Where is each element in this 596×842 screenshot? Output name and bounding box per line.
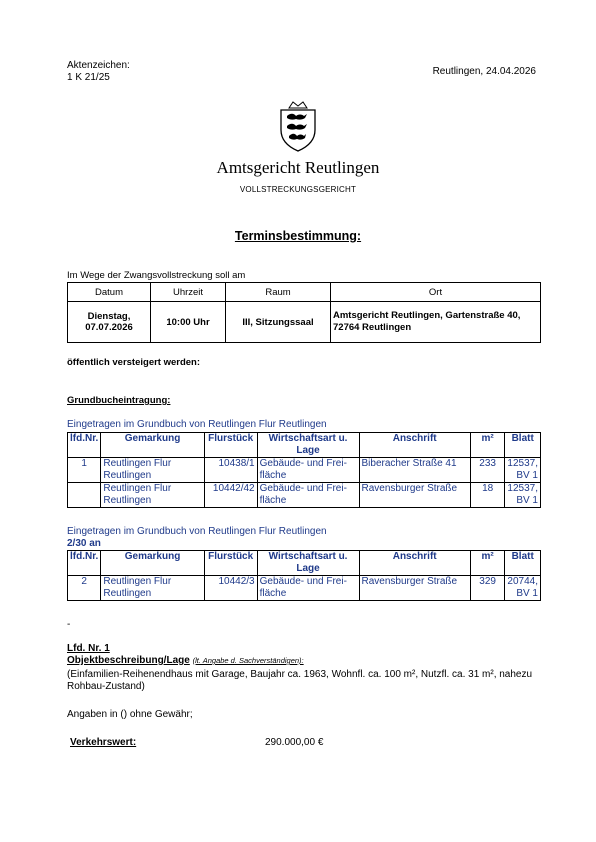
gb-m2: 18 xyxy=(470,483,505,508)
objekt-heading xyxy=(67,655,304,666)
gb-header-flurstueck: Flurstück xyxy=(204,551,257,576)
termin-datum xyxy=(68,302,151,343)
table-row xyxy=(68,458,541,483)
court-name: Amtsgericht Reutlingen xyxy=(216,158,380,177)
grundbuch-caption-1: Eingetragen im Grundbuch von Reutlingen Flur Reutlingen xyxy=(67,419,327,430)
place-date: Reutlingen, 24.04.2026 xyxy=(432,66,536,77)
table-row xyxy=(68,483,541,508)
gb-flurstueck: 10442/3 xyxy=(204,576,257,601)
gb-m2: 329 xyxy=(470,576,505,601)
termin-header-raum: Raum xyxy=(226,283,331,302)
gb-wirtschaftsart: Gebäude- und Frei-fläche xyxy=(257,483,359,508)
gb-m2: 233 xyxy=(470,458,505,483)
separator-dash: - xyxy=(67,619,71,630)
gb-anschrift: Ravensburger Straße xyxy=(359,576,470,601)
angaben-disclaimer: Angaben in () ohne Gewähr; xyxy=(67,709,193,720)
termin-uhrzeit: 10:00 Uhr xyxy=(151,302,226,343)
gb-flurstueck: 10442/42 xyxy=(204,483,257,508)
gb-header-wirtschaftsart: Wirtschaftsart u. Lage xyxy=(257,433,359,458)
termin-date: 07.07.2026 xyxy=(85,322,133,333)
gb-header-gemarkung: Gemarkung xyxy=(101,551,204,576)
aktenzeichen xyxy=(67,60,130,84)
gb-header-blatt: Blatt xyxy=(505,433,541,458)
grundbuch-share: 2/30 an xyxy=(67,538,101,549)
gb-header-anschrift: Anschrift xyxy=(359,551,470,576)
gb-gemarkung: Reutlingen Flur Reutlingen xyxy=(101,458,204,483)
termin-weekday: Dienstag, xyxy=(87,311,131,322)
gb-gemarkung: Reutlingen Flur Reutlingen xyxy=(101,483,204,508)
termin-intro: Im Wege der Zwangsvollstreckung soll am xyxy=(67,270,246,281)
aktenzeichen-value: 1 K 21/25 xyxy=(67,72,110,83)
gb-header-lfd: lfd.Nr. xyxy=(68,551,101,576)
objekt-beschreibung-text: (Einfamilien-Reihenendhaus mit Garage, Baujahr ca. 1963, Wohnfl. ca. 100 m², Nutzfl. ca. 31 m², nahezu Rohbau-Zustand) xyxy=(67,669,533,692)
gb-blatt: 12537, BV 1 xyxy=(505,483,541,508)
gb-gemarkung: Reutlingen Flur Reutlingen xyxy=(101,576,204,601)
gb-header-flurstueck: Flurstück xyxy=(204,433,257,458)
gb-blatt: 12537, BV 1 xyxy=(505,458,541,483)
grundbuch-caption-2-block xyxy=(67,526,327,550)
objekt-beschreibung-note: (lt. Angabe d. Sachverständigen): xyxy=(192,656,304,665)
gb-lfd: 2 xyxy=(68,576,101,601)
termin-header-ort: Ort xyxy=(331,283,541,302)
gb-header-wirtschaftsart: Wirtschaftsart u. Lage xyxy=(257,551,359,576)
gb-blatt: 20744, BV 1 xyxy=(505,576,541,601)
verkehrswert-label: Verkehrswert: xyxy=(70,737,137,748)
gb-lfd: 1 xyxy=(68,458,101,483)
grundbuch-table-1 xyxy=(67,432,541,508)
document-title: Terminsbestimmung: xyxy=(234,229,362,243)
grundbuch-table-2 xyxy=(67,550,541,601)
objekt-beschreibung-title: Objektbeschreibung/Lage xyxy=(67,655,190,666)
grundbuch-heading: Grundbucheintragung: xyxy=(67,395,171,406)
gb-header-blatt: Blatt xyxy=(505,551,541,576)
termin-ort: Amtsgericht Reutlingen, Gartenstraße 40, 72764 Reutlingen xyxy=(331,302,541,343)
gb-flurstueck: 10438/1 xyxy=(204,458,257,483)
court-subtitle: VOLLSTRECKUNGSGERICHT xyxy=(239,185,357,194)
gb-header-anschrift: Anschrift xyxy=(359,433,470,458)
gb-anschrift: Biberacher Straße 41 xyxy=(359,458,470,483)
gb-wirtschaftsart: Gebäude- und Frei-fläche xyxy=(257,458,359,483)
gb-lfd xyxy=(68,483,101,508)
aktenzeichen-label: Aktenzeichen: xyxy=(67,60,130,71)
termin-header-uhrzeit: Uhrzeit xyxy=(151,283,226,302)
coat-of-arms-icon xyxy=(277,100,319,152)
gb-header-m2: m² xyxy=(470,551,505,576)
gb-anschrift: Ravensburger Straße xyxy=(359,483,470,508)
grundbuch-caption-2: Eingetragen im Grundbuch von Reutlingen Flur Reutlingen xyxy=(67,526,327,537)
table-row xyxy=(68,576,541,601)
verkehrswert-value: 290.000,00 € xyxy=(265,737,324,748)
objekt-lfd-title: Lfd. Nr. 1 xyxy=(67,643,110,654)
gb-header-m2: m² xyxy=(470,433,505,458)
gb-header-gemarkung: Gemarkung xyxy=(101,433,204,458)
termin-raum: III, Sitzungssaal xyxy=(226,302,331,343)
termin-outro: öffentlich versteigert werden: xyxy=(67,357,201,368)
termin-table xyxy=(67,282,541,343)
gb-header-lfd: lfd.Nr. xyxy=(68,433,101,458)
gb-wirtschaftsart: Gebäude- und Frei-fläche xyxy=(257,576,359,601)
termin-header-datum: Datum xyxy=(68,283,151,302)
